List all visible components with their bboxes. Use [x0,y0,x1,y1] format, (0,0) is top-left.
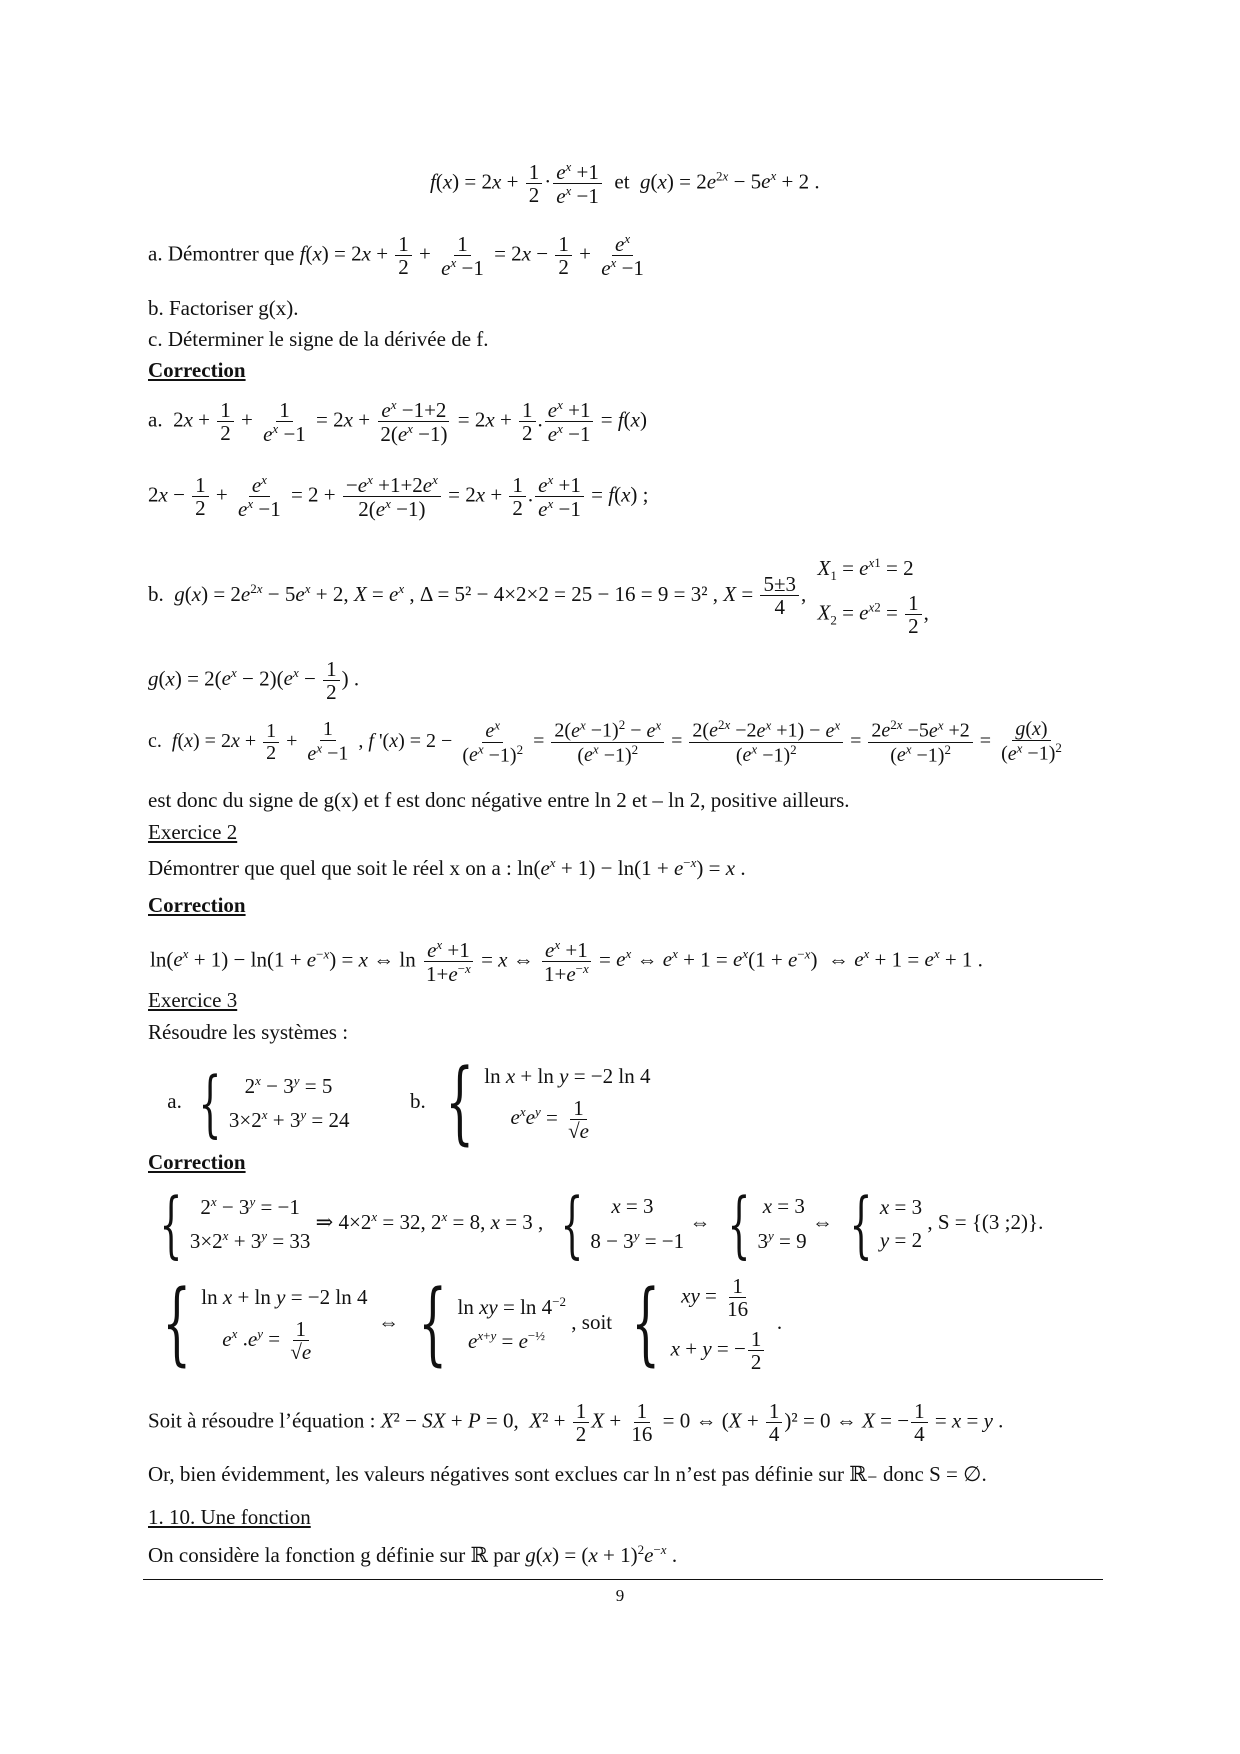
question-a-label: a. Démontrer que [148,241,295,266]
question-c: c. Déterminer le signe de la dérivée de f. [148,327,489,351]
exercise-2-title: Exercice 2 [148,820,238,844]
exercise-3-systems: a. { $2^x - 3^y = 5$ $3\times 2^x + 3^y = 24$ b. { ln x + ln y = −2 ln 4 $e^xe^y$ = $\frac{1}{√e}$ [162,1050,651,1155]
correction-c: c. f(x) = 2x + $\frac{1}{2}$ + $\frac{1}{e^x -1}$ , f '(x) = 2 − $\frac{e^x}{(e^x -1)^2}$ = $\frac{2(e^x -1)^2 - e^x}{(e^x -1)^2}$ = $\frac{2(e^{2x} -2e^x +1) - e^x}{(e^x -1)^2}$ = $\frac{2e^{2x} -5e^x +2}{(e^x -1)^2}$ = $\frac{g(x)}{(e^x -1)^2}$ [148,717,1062,767]
correction-a-line-1: a. 2x + $\frac{1}{2}$ + $\frac{1}{e^x -1}$ = 2x + $\frac{e^x -1+2}{2(e^x -1)}$ = 2x + $\frac{1}{2}$ . $\frac{e^x +1}{e^x -1}$ = f(x) [148,397,647,447]
exercise-3-text: Résoudre les systèmes : [148,1020,349,1044]
exercise-2-text: Démontrer que quel que soit le réel x on a : [148,856,512,880]
section-title: 1. 10. Une fonction [148,1505,311,1529]
question-b: b. Factoriser g(x). [148,296,299,320]
exercise-3-title: Exercice 3 [148,988,238,1012]
intro-formula: f(x) = 2x + $\frac{1}{2}$ · $\frac{e^x +1}{e^x -1}$ et $g(x) = 2e^{2x} - 5e^x + 2$ . [430,159,820,209]
page-number: 9 [615,1586,625,1605]
correction-system-b: { ln x + ln y = −2 ln 4 $e^x$ $.e^y$ = $\frac{1}{√e}$ ⇔ { ln xy = $\ln 4^{-2}$ $e^{x+y} = e^{-\frac{1}{2}}$ , soit { xy = $\frac{1}{16}$ x + y = − $\frac{1}{2}$ . [162,1271,783,1377]
correction-exercise-2: $\ln(e^x + 1) - \ln(1 + e^{-x}) = x$ ⇔ ln $\frac{e^x +1}{1+e^{-x}}$ = x ⇔ $\frac{e^x +1}{1+e^{-x}}$ = $e^x$ ⇔ $e^x + 1 = e^x(1 + e^{-x})$ ⇔ $e^x + 1 = e^x + 1$ . [150,937,983,987]
correction-system-a: { $2^x - 3^y = -1$ $3\times 2^x + 3^y = 33$ ⇒ $4\times 2^x = 32$, $2^x = 8$, x = 3 , { x = 3 $8 - 3^y = -1$ ⇔ { x = 3 $3^y = 9$ ⇔ { x = 3 y = 2 , S = {(3 ;2)}. [159,1182,1044,1266]
correction-b: b. $g(x) = 2e^{2x} - 5e^x + 2$, $X = e^x$ , Δ = 5² − 4×2×2 = 25 − 16 = 9 = 3² , X = $\frac{5\pm 3}{4}$ , $X_1 = e^{x1} = 2$ $X_2 = e^{x2}$ = $\frac{1}{2}$ , [148,555,929,638]
correction-b-factored: $g(x) = 2(e^x - 2)(e^x$ − $\frac{1}{2}$ ) . [148,657,360,705]
correction-heading-2: Correction [148,893,246,917]
correction-c-text: est donc du signe de g(x) et f est donc négative entre ln 2 et – ln 2, positive ailleurs. [148,788,850,812]
footer-divider [143,1579,1103,1580]
exercise-2-statement: Démontrer que quel que soit le réel x on a : $\ln(e^x + 1) - \ln(1 + e^{-x}) = x$ . [148,855,746,880]
equation-line: Soit à résoudre l’équation : X² − SX + P = 0, X² + $\frac{1}{2}$ X + $\frac{1}{16}$ = 0 ⇔ (X + $\frac{1}{4}$ )² = 0 ⇔ X = − $\frac{1}{4}$ = x = y . [148,1399,1004,1447]
section-text: On considère la fonction g définie sur ℝ par [148,1543,521,1567]
correction-a-line-2: 2x − $\frac{1}{2}$ + $\frac{e^x}{e^x -1}$ = 2 + $\frac{-e^x +1+2e^x}{2(e^x -1)}$ = 2x + $\frac{1}{2}$ . $\frac{e^x +1}{e^x -1}$ = f(x) ; [148,472,649,522]
correction-heading-3: Correction [148,1150,246,1174]
correction-heading-1: Correction [148,358,246,382]
equation-prefix: Soit à résoudre l’équation : [148,1408,376,1433]
intro-connector: et [614,169,630,194]
soit-label: , soit [571,1309,613,1334]
question-a: a. Démontrer que f(x) = 2x + $\frac{1}{2}$ + $\frac{1}{e^x -1}$ = 2x − $\frac{1}{2}$ + $\frac{e^x}{e^x -1}$ [148,231,644,281]
conclusion-text: Or, bien évidemment, les valeurs négatives sont exclues car ln n’est pas définie sur ℝ₋ donc S = ∅. [148,1462,987,1486]
section-statement: On considère la fonction g définie sur ℝ par $g(x) = (x + 1)^2e^{-x}$ . [148,1542,678,1567]
